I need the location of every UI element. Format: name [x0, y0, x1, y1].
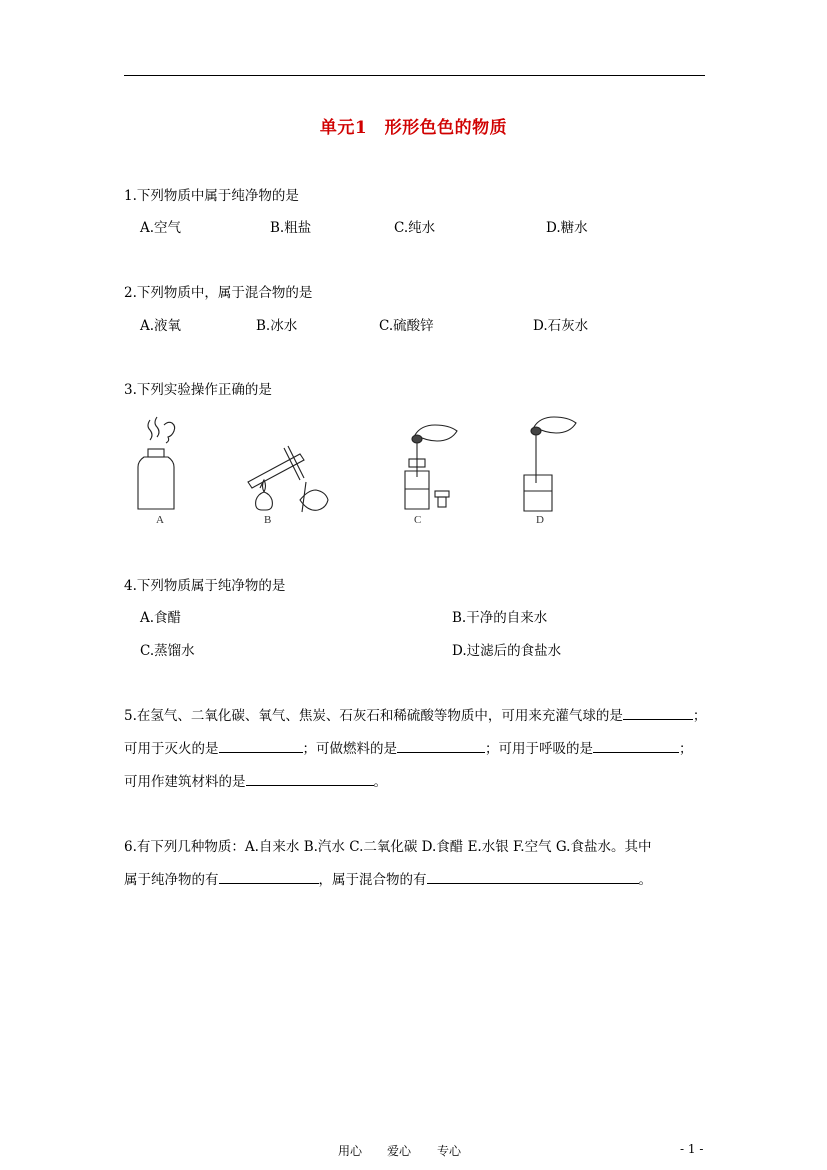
figure-d-dropper-beaker — [520, 405, 590, 515]
q1-option-b: B.粗盐 — [270, 220, 312, 236]
q5-blank-breathing[interactable] — [593, 739, 679, 753]
q5-line2-c: ；可用于呼吸的是 — [485, 741, 593, 757]
q5-line1-end: ； — [692, 708, 707, 724]
q5-line1-text: 5.在氢气、二氧化碳、氧气、焦炭、石灰石和稀硫酸等物质中，可用来充灌气球的是 — [124, 708, 623, 724]
q5-blank-building[interactable] — [246, 772, 374, 786]
figure-d-label: D — [536, 514, 544, 526]
q5-blank-fuel[interactable] — [397, 739, 485, 753]
question-6-line-2 — [124, 868, 652, 888]
q6-blank-pure[interactable] — [219, 870, 319, 884]
q4-option-b: B.干净的自来水 — [452, 610, 548, 626]
q2-option-d: D.石灰水 — [533, 318, 589, 334]
q5-blank-balloon[interactable] — [623, 706, 693, 720]
question-6-line-1: 6.有下列几种物质：A.自来水 B.汽水 C.二氧化碳 D.食醋 E.水银 F.空气 G.食盐水。其中 — [124, 839, 652, 855]
q5-line3-end: 。 — [373, 774, 387, 790]
q5-line2-b: ；可做燃料的是 — [302, 741, 397, 757]
figure-b-heating-tube — [240, 440, 335, 520]
q1-option-a: A.空气 — [140, 220, 182, 236]
page-title: 单元1 形形色色的物质 — [319, 118, 508, 138]
figure-b-label: B — [264, 514, 272, 526]
q4-option-d: D.过滤后的食盐水 — [452, 643, 562, 659]
footer-item-2: 爱心 — [387, 1144, 412, 1158]
q5-line3-a: 可用作建筑材料的是 — [124, 774, 246, 790]
header-rule — [124, 75, 705, 76]
question-3-stem: 3.下列实验操作正确的是 — [124, 382, 272, 398]
q4-option-c: C.蒸馏水 — [140, 643, 195, 659]
question-4-stem: 4.下列物质属于纯净物的是 — [124, 578, 286, 594]
figure-c-label: C — [414, 514, 422, 526]
q6-blank-mixture[interactable] — [427, 870, 639, 884]
footer-item-1: 用心 — [338, 1144, 363, 1158]
footer-item-3: 专心 — [437, 1144, 462, 1158]
q2-option-b: B.冰水 — [256, 318, 298, 334]
figure-c-dropper-bottle — [395, 415, 465, 515]
figure-a-bottle-smelling — [130, 415, 190, 515]
q6-line2-end: 。 — [638, 872, 652, 888]
q1-option-c: C.纯水 — [394, 220, 436, 236]
q6-line2-a: 属于纯净物的有 — [124, 872, 219, 888]
question-1-stem: 1.下列物质中属于纯净物的是 — [124, 188, 299, 204]
q6-line2-b: ，属于混合物的有 — [318, 872, 427, 888]
question-5-line-1 — [124, 704, 706, 724]
figure-a-label: A — [156, 514, 164, 526]
q5-line2-a: 可用于灭火的是 — [124, 741, 219, 757]
q4-option-a: A.食醋 — [140, 610, 182, 626]
q1-option-d: D.糖水 — [546, 220, 588, 236]
q5-line2-end: ； — [679, 741, 693, 757]
q2-option-a: A.液氧 — [140, 318, 182, 334]
page-number: - 1 - — [680, 1142, 704, 1156]
q5-blank-extinguish[interactable] — [219, 739, 303, 753]
question-5-line-3 — [124, 770, 387, 790]
question-5-line-2 — [124, 737, 693, 757]
q2-option-c: C.硫酸锌 — [379, 318, 434, 334]
question-2-stem: 2.下列物质中，属于混合物的是 — [124, 285, 313, 301]
